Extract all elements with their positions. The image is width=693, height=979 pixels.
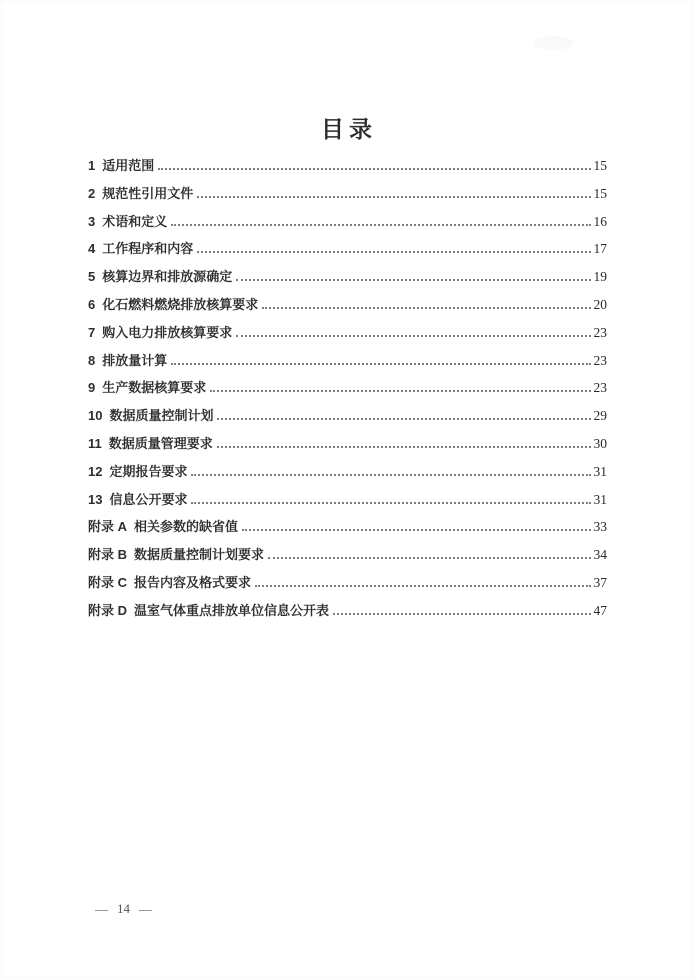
toc-page-number: 30 bbox=[593, 435, 607, 451]
toc-entry-number: 11 bbox=[88, 435, 102, 451]
toc-entry bbox=[88, 183, 607, 211]
toc-entry-title: 化石燃料燃烧排放核算要求 bbox=[102, 296, 259, 312]
footer-page-number: 14 bbox=[117, 901, 130, 916]
toc-leader-dots bbox=[255, 585, 590, 587]
toc-entry-number: 2 bbox=[88, 185, 96, 201]
toc-entry-title: 数据质量管理要求 bbox=[108, 435, 213, 451]
toc-page-number: 37 bbox=[593, 574, 607, 590]
toc-entry-title: 相关参数的缺省值 bbox=[134, 519, 239, 535]
toc-entry-title: 数据质量控制计划 bbox=[109, 408, 214, 424]
toc-entry-number: 13 bbox=[88, 491, 103, 507]
toc-entry bbox=[88, 461, 607, 489]
toc-entry bbox=[88, 350, 607, 378]
toc-leader-dots bbox=[191, 474, 590, 476]
toc-leader-dots bbox=[236, 335, 590, 337]
toc-page-number: 23 bbox=[593, 324, 607, 340]
page-footer bbox=[95, 901, 152, 917]
toc-entry-number: 9 bbox=[88, 380, 96, 396]
toc-entry-number: 6 bbox=[88, 296, 96, 312]
toc-page-number: 34 bbox=[593, 547, 607, 563]
toc-entry-title: 术语和定义 bbox=[102, 213, 168, 229]
toc-heading: 目录 bbox=[321, 116, 377, 142]
scan-artifact bbox=[533, 36, 573, 50]
toc-entry-title: 生产数据核算要求 bbox=[102, 380, 207, 396]
footer-dash-left: — bbox=[95, 901, 108, 917]
toc-entry-number: 4 bbox=[88, 241, 96, 257]
toc-entry-number: 7 bbox=[88, 324, 96, 340]
toc-leader-dots bbox=[197, 196, 590, 198]
toc-leader-dots bbox=[171, 363, 590, 365]
toc-entry bbox=[88, 544, 607, 572]
toc-entry bbox=[88, 489, 607, 517]
toc-entry bbox=[88, 433, 607, 461]
toc-entry-number: 8 bbox=[88, 352, 96, 368]
toc-entry bbox=[88, 377, 607, 405]
toc-page-number: 19 bbox=[593, 269, 607, 285]
toc-entry-number: 附录 D bbox=[88, 602, 128, 618]
toc-entry-number: 12 bbox=[88, 463, 103, 479]
toc-entry bbox=[88, 322, 607, 350]
toc-entry-number: 附录 A bbox=[88, 519, 128, 535]
toc-leader-dots bbox=[197, 251, 590, 253]
toc-entry-title: 信息公开要求 bbox=[109, 491, 188, 507]
toc-page-number: 16 bbox=[593, 213, 607, 229]
toc-page-number: 23 bbox=[593, 352, 607, 368]
toc-leader-dots bbox=[210, 390, 590, 392]
toc-leader-dots bbox=[262, 307, 590, 309]
toc-entry-number: 3 bbox=[88, 213, 96, 229]
toc-entry bbox=[88, 155, 607, 183]
toc-entry-number: 10 bbox=[88, 408, 103, 424]
toc-entry-title: 规范性引用文件 bbox=[102, 185, 194, 201]
toc-entry bbox=[88, 238, 607, 266]
toc-leader-dots bbox=[171, 224, 590, 226]
toc-page-number: 47 bbox=[593, 602, 607, 618]
toc-entry-number: 5 bbox=[88, 269, 96, 285]
toc-page-number: 20 bbox=[593, 296, 607, 312]
toc-entry-title: 工作程序和内容 bbox=[102, 241, 194, 257]
toc-leader-dots bbox=[191, 502, 590, 504]
toc-leader-dots bbox=[217, 446, 591, 448]
toc-entry-title: 适用范围 bbox=[102, 158, 155, 173]
toc-entry bbox=[88, 516, 607, 544]
toc-page-number: 31 bbox=[593, 463, 607, 479]
toc-entry-number: 附录 C bbox=[88, 574, 128, 590]
toc-list bbox=[88, 155, 607, 628]
toc-entry bbox=[88, 211, 607, 239]
toc-entry bbox=[88, 572, 607, 600]
toc-page-number: 31 bbox=[593, 491, 607, 507]
toc-entry bbox=[88, 405, 607, 433]
toc-leader-dots bbox=[242, 529, 590, 531]
toc-leader-dots bbox=[268, 557, 590, 559]
toc-page-number: 17 bbox=[593, 241, 607, 257]
toc-page-number: 15 bbox=[593, 185, 607, 201]
toc-entry-title: 购入电力排放核算要求 bbox=[102, 324, 233, 340]
toc-entry-title: 核算边界和排放源确定 bbox=[102, 269, 233, 285]
toc-leader-dots bbox=[217, 418, 590, 420]
toc-page-number: 23 bbox=[593, 380, 607, 396]
toc-leader-dots bbox=[236, 279, 590, 281]
toc-entry-title: 排放量计算 bbox=[102, 352, 168, 368]
toc-entry-title: 定期报告要求 bbox=[109, 463, 188, 479]
toc-entry-title: 报告内容及格式要求 bbox=[134, 574, 252, 590]
toc-page-number: 29 bbox=[593, 408, 607, 424]
toc-entry-number: 1 bbox=[88, 158, 96, 173]
toc-leader-dots bbox=[158, 168, 590, 170]
toc-entry bbox=[88, 600, 607, 628]
toc-entry-title: 温室气体重点排放单位信息公开表 bbox=[134, 602, 330, 618]
toc-entry-title: 数据质量控制计划要求 bbox=[134, 547, 265, 563]
toc-page-number: 33 bbox=[593, 519, 607, 535]
toc-entry bbox=[88, 266, 607, 294]
toc-entry bbox=[88, 294, 607, 322]
toc-entry-number: 附录 B bbox=[88, 547, 128, 563]
footer-dash-right: — bbox=[139, 901, 152, 917]
toc-leader-dots bbox=[333, 613, 590, 615]
toc-page-number: 15 bbox=[593, 158, 607, 173]
